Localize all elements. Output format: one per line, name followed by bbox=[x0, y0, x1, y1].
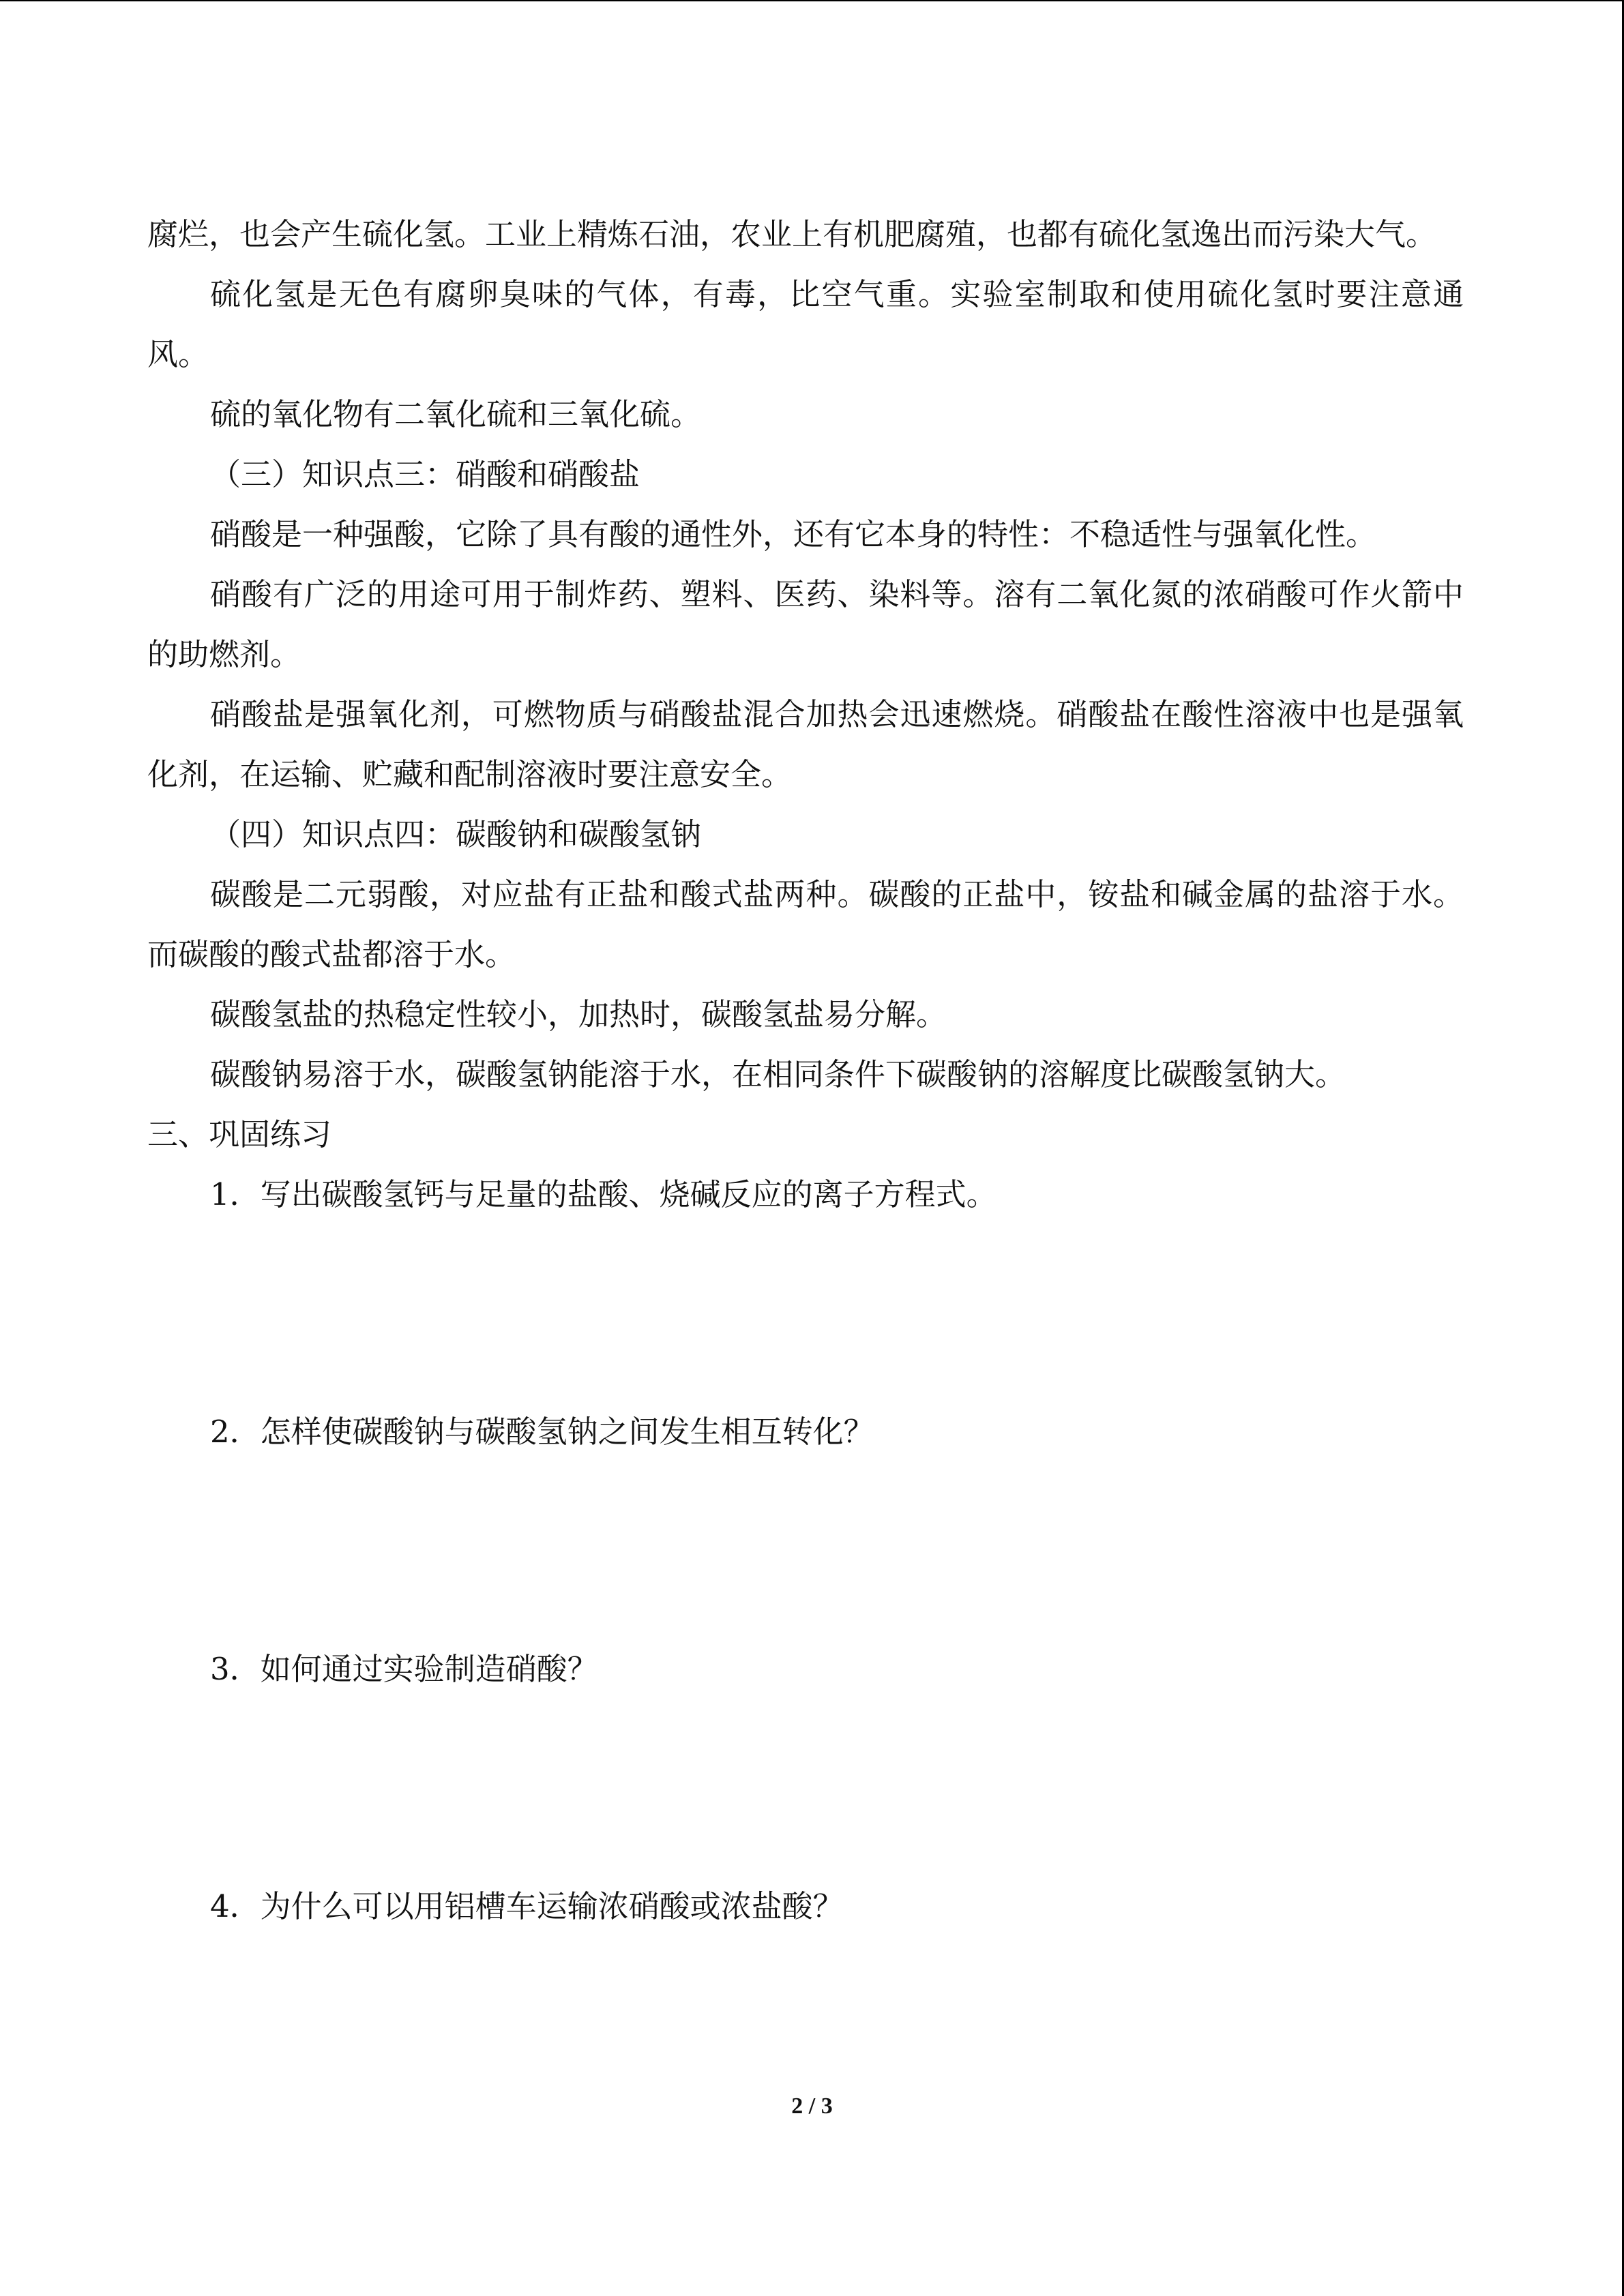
paragraph-carbonic-acid: 碳酸是二元弱酸，对应盐有正盐和酸式盐两种。碳酸的正盐中，铵盐和碱金属的盐溶于水。而碳酸的酸式盐都溶于水。 bbox=[147, 876, 1464, 972]
question-4: 4．为什么可以用铝槽车运输浓硝酸或浓盐酸？ bbox=[210, 1888, 844, 1924]
answer-space-1 bbox=[147, 1225, 1464, 1402]
paragraph-sodium-carbonate-solubility: 碳酸钠易溶于水，碳酸氢钠能溶于水，在相同条件下碳酸钠的溶解度比碳酸氢钠大。 bbox=[210, 1056, 1346, 1092]
question-3: 3．如何通过实验制造硝酸？ bbox=[210, 1651, 598, 1687]
page-number: 2 / 3 bbox=[791, 2093, 833, 2119]
answer-space-3 bbox=[147, 1699, 1464, 1877]
answer-space-2 bbox=[147, 1462, 1464, 1639]
paragraph-nitric-acid-properties: 硝酸是一种强酸，它除了具有酸的通性外，还有它本身的特性：不稳适性与强氧化性。 bbox=[210, 516, 1377, 552]
question-2: 2．怎样使碳酸钠与碳酸氢钠之间发生相互转化？ bbox=[210, 1414, 874, 1450]
paragraph-nitric-acid-uses: 硝酸有广泛的用途可用于制炸药、塑料、医药、染料等。溶有二氧化氮的浓硝酸可作火箭中的助燃剂。 bbox=[147, 576, 1464, 672]
page-top-border bbox=[0, 0, 1624, 1]
heading-knowledge-point-3: （三）知识点三：硝酸和硝酸盐 bbox=[210, 456, 640, 492]
paragraph-nitrates: 硝酸盐是强氧化剂，可燃物质与硝酸盐混合加热会迅速燃烧。硝酸盐在酸性溶液中也是强氧化剂，在运输、贮藏和配制溶液时要注意安全。 bbox=[147, 696, 1464, 792]
document-body bbox=[147, 205, 1464, 1937]
question-1: 1．写出碳酸氢钙与足量的盐酸、烧碱反应的离子方程式。 bbox=[210, 1176, 997, 1212]
heading-knowledge-point-4: （四）知识点四：碳酸钠和碳酸氢钠 bbox=[210, 816, 702, 852]
section-title-practice: 三、巩固练习 bbox=[147, 1116, 332, 1152]
paragraph-bicarbonate-stability: 碳酸氢盐的热稳定性较小，加热时，碳酸氢盐易分解。 bbox=[210, 996, 947, 1032]
paragraph-hydrogen-sulfide-sources: 腐烂，也会产生硫化氢。工业上精炼石油，农业上有机肥腐殖，也都有硫化氢逸出而污染大气。 bbox=[147, 216, 1437, 252]
paragraph-hydrogen-sulfide-properties: 硫化氢是无色有腐卵臭味的气体，有毒，比空气重。实验室制取和使用硫化氢时要注意通风。 bbox=[147, 276, 1464, 372]
paragraph-sulfur-oxides: 硫的氧化物有二氧化硫和三氧化硫。 bbox=[210, 396, 702, 432]
